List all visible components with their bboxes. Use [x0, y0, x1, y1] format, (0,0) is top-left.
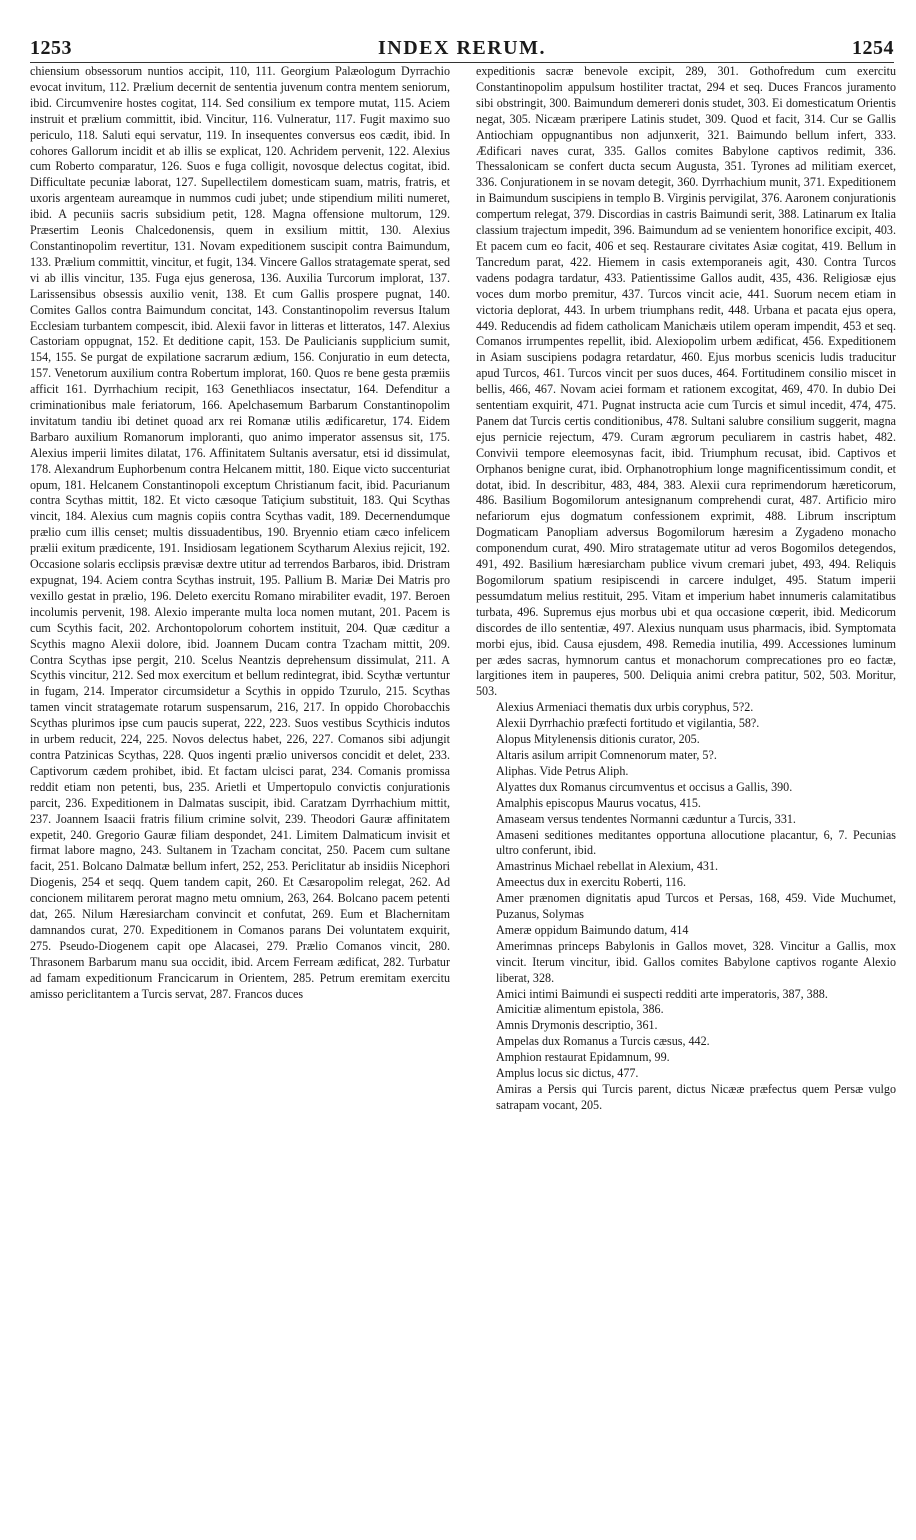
left-column — [30, 64, 450, 1002]
index-entry: Amplus locus sic dictus, 477. — [496, 1066, 639, 1081]
index-entry: Alexii Dyrrhachio præfecti fortitudo et vigilantia, 58?. — [496, 716, 760, 731]
index-entry: Amphion restaurat Epidamnum, 99. — [496, 1050, 670, 1065]
index-entry: Ameræ oppidum Baimundo datum, 414 — [496, 922, 689, 937]
index-entry: Alopus Mitylenensis ditionis curator, 205. — [496, 732, 700, 747]
index-entry: Ampelas dux Romanus a Turcis cæsus, 442. — [496, 1034, 710, 1049]
index-entry: Alexius Armeniaci thematis dux urbis coryphus, 5?2. — [496, 700, 754, 715]
index-columns — [30, 64, 894, 1524]
alexius-entry-text: chiensium obsessorum nuntios accipit, 110, 111. Georgium Palæologum Dyrrachio evocat invitum, 112. Prælium decernit de sententia juvenum contra mentem seniorum, ibid. Circumvenire hostes cogitat, 114. Sed consilium ex tempore mutat, 115. Aciem instruit et prælium committit, ibid. Vincitur, 116. Vulneratur, 117. Fugit maximo suo periculo, 118. Saluti equi servatur, 119. In insequentes conversus eos cædit, ibid. In cohores Gallorum incidit et ab illis se explicat, 120. Achridem pervenit, 122. Alexius cum Roberto comparatur, 126. Suos e fuga colligit, novosque delectus cogitat, ibid. Difficultate pecuniæ laborat, 127. Supellectilem domesticam suam, matris, fratris, et uxoris argenteam aureamque in nummos cudi jubet; unde stipendium militi numeret, ibid. A pecuniis sacris subsidium petit, 128. Magna offensione multorum, 129. Præsertim Leonis Chalcedonensis, quem in exsilium mittit, 130. Alexius Constantinopolim revertitur, 131. Novam expeditionem suscipit contra Baimundum, 133. Prælium committit, vincitur, et fugit, 134. Vincere Gallos stratagemate sperat, sed vi ab illis vincitur, 135. Fuga ejus generosa, 136. Auxilia Turcorum implorat, 137. Larissensibus obsessis auxilio venit, 138. Et cum Gallis prospere pugnat, 140. Comites Gallos contra Baimundum concitat, 143. Constantinopolim reversus Italum Ecclesiam turbantem compescit, ibid. Alexii favor in litteras et litteratos, 147. Alexius Castoriam oppugnat, 152. Et deditione capit, 153. De Paulicianis supplicium sumit, 154, 155. Se purgat de expilatione sacrarum ædium, 156. Conjuratio in eum detecta, 157. Venetorum auxilium contra Robertum implorat, 160. Quos re bene gesta præmiis afficit 161. Dyrrhachium recipit, 163 Genethliacos insectatur, 164. Defenditur a criminationibus male feriatorum, 166. Apelchasemum Barbarum Constantinopolim invitatum tandiu ibi detinet quoad arx rei Romanæ utilis ædificaretur, 174. Eidem Barbaro auxilium Romanorum imploranti, quo animo imperator assensus sit, 175. Alexius imperii limites dilatat, 176. Affinitatem Sultanis aversatur, etsi id dissimulat, 178. Alexandrum Euphorbenum contra Helcanem mittit, 180. Eique victo succenturiat opum, 181. Helcanem Constantinopoli exceptum Christianum facit, ibid. Pacurianum contra Scythas mittit, 182. Et victo cæsoque Tatiçium substituit, 183. Qui Scythas vincit, 184. Alexius cum magnis copiis contra Scythas vadit, 189. Decernendumque prælio cum illis censet; multis dissuadentibus, 190. Bryennio etiam cæco infelicem prælii exitum prædicente, 191. Insidiosam legationem Scytharum Alexius rejicit, 192. Occasione solaris ecclipsis prævisæ dextre utitur ad terrendos Barbaros, ibid. Dristram expugnat, 194. Aciem contra Scythas instruit, 195. Pallium B. Mariæ Dei Matris pro vexillo gestat in prælio, 196. Deleto exercitu Romano mirabiliter evadit, 197. Beroen incolumis pervenit, 198. Alexio imperante multa loca nomen mutant, 201. Pacem is cum Scythis facit, 202. Archontopolorum cohortem instituit, 204. Quæ cæditur a Scythis magno Alexii dolore, ibid. Joannem Ducam contra Tzacham mittit, 209. Contra Scythas ipse pergit, 210. Scelus Neantzis deprehensum dissimulat, 211. A Scythis vincitur, 212. Sed mox exercitum et bellum redintegrat, ibid. Scythæ vertuntur in fugam, 214. Imperator circumsidetur a Scythis in oppido Tzurulo, 215. Scythas tamen vincit stratagemate rotarum suspensarum, 216, 217. In oppido Chorobacchis Scythas plurimos ipse cum paucis superat, 222, 223. Suos vestibus Scythicis indutos in urbem reducit, 224, 225. Novos delectus habet, 226, 227. Comanos sibi adjungit contra Patzinicas Scythas, 228. Quos ingenti prælio universos concidit et delet, 233. Captivorum cædem prohibet, ibid. Et factam ulcisci parat, 234. Comanis promissa reddit etiam non petenti, bus, 235. Arietli et Umpertopulo convictis conjurationis parcit, 236. Expeditionem in Dalmatas suscipit, ibid. Caratzam Dyrrhachium mittit, 237. Joannem Isaacii fratris filium crimine solvit, 239. Theodori Gauræ affinitatem expetit, 240. Gregorio Gauræ filiam despondet, 241. Limitem Dalmaticum invisit et firmat labore magno, 243. Sultanem in Tzacham concitat, 250. Pacem cum sultane facit, 251. Bolcano Dalmatæ bellum infert, 252, 253. Periclitatur ab insidiis Nicephori Diogenis, 254 et seqq. Quem tandem capit, 260. Et Cæsaropolim relegat, 262. Ad concionem militarem perorat magno metu omnium, 263, 264. Bolcano pacem petenti dat, 265. Nilum Hæresiarcham convincit et confutat, 269. Eum et Blachernitam damnandos curat, 270. Expeditionem in Comanos parans Dei voluntatem exquirit, 275. Pseudo-Diogenem capit ope Alacasei, 279. Prælio Comanos vincit, 280. Thrasonem Barbarum manu sua occidit, ibid. Arcem Ferream ædificat, 282. Turbatur ad famam expeditionum Francicarum in Orientem, 285. Petrum eremitam exercitu amisso periclitantem a Turcis servat, 287. Francos duces — [30, 64, 450, 1001]
index-entry: Amici intimi Baimundi ei suspecti redditi arte imperatoris, 387, 388. — [496, 986, 828, 1001]
index-entry: Amastrinus Michael rebellat in Alexium, 431. — [496, 859, 719, 874]
index-entry: Ameectus dux in exercitu Roberti, 116. — [496, 875, 686, 890]
index-entry: Amnis Drymonis descriptio, 361. — [496, 1018, 658, 1033]
right-column — [476, 64, 896, 1114]
index-entry: Amaseam versus tendentes Normanni cæduntur a Turcis, 331. — [496, 811, 796, 826]
alexius-entry-continuation: expeditionis sacræ benevole excipit, 289, 301. Gothofredum cum exercitu Constantinopolim appulsum hostiliter tractat, 294 et seq. Duces Francos juramento sibi obstringit, 300. Baimundum demereri donis studet, 303. Ei domesticatum Orientis negat, 305. Nicæam præripere Latinis studet, 309. Quod et facit, 314. Cur se Gallis Antiochiam oppugnantibus non adjunxerit, 321. Baimundo bellum infert, 333. Ædificari naves curat, 335. Gallos comites Babylone captivos redimit, 336. Thessalonicam se confert ducta secum Augusta, 351. Tyrones ad militiam exercet, 336. Conjurationem in se novam detegit, 360. Dyrrhachium munit, 371. Expeditionem in Baimundum suscipiens in templo B. Virginis pervigilat, 376. Aaronem conjurationis compertum relegat, 379. Discordias in castris Baimundi serit, 388. Latinarum ex Italia classium trajectum impedit, 396. Baimundum ad se venientem honorifice excipit, 403. Et pacem cum eo facit, 406 et seq. Restaurare civitates Asiæ cogitat, 419. Bellum in Tancredum parat, 422. Hiemem in casis extemporaneis agit, 430. Contra Turcos vadens podagra tardatur, 433. Patientissime Gallos audit, 435, 436. Religiosæ ejus voces dum morbo premitur, 437. Turcos vincit acie, 441. Suorum necem etiam in victoria deplorat, 443. In urbem triumphans redit, 448. Urbana et pacata ejus opera, 449. Reducendis ad fidem catholicam Manichæis utilem operam impendit, 453 et seq. Comanos irrumpentes repellit, ibid. Alexiopolim urbem ædificat, 456. Expeditionem in Asiam suscipiens podagra retardatur, 460. Ejus morbus scenicis ludis traducitur apud Turcos, 461. Turcos vincit per suos duces, 464. Fortitudinem consilio miscet in bellis, 466, 467. Novam aciei formam et rationem excogitat, 469, 470. In dubio Dei sententiam exquirit, 471. Pugnat instructa acie cum Turcis et simul incedit, 474, 475. Panem dat Turcis certis conditionibus, 478. Sultani salubre consilium suggerit, magna ejus pernicie rejectum, 479. Curam ægrorum peculiarem in castris habet, 482. Convivii tempore eleemosynas facit, ibid. Triumphum recusat, ibid. Captivos et Orphanos benigne curat, ibid. Orphanotrophium longe magnificentissimum condit, et dotat, ibid. In describitur, 483, 484, 383. Alexii cura reprimendorum hæreticorum, 486. Basilium Bogomilorum antesignanum comprehendi curat, 487. Artificio miro nefariorum ejus dogmatum confessionem exprimit, 488. Librum inscriptum Dogmaticam Panopliam adversus Bogomilorum hæresim a Zygadeno monacho componendum curat, 490. Miro stratagemate utitur ad veros Bogomilos detegendos, 491, 492. Basilium hæresiarcham publice vivum cremari jubet, 493, 494. Reliquis Bogomilorum spatium resipiscendi in carcere indulget, 495. Statum imperii pessumdatum melius restituit, 295. Vitam et imperium habet innumeris calamitatibus turbata, 496. Supremus ejus morbus ubi et qua occasione cœperit, ibid. Medicorum discordes de illo sententiæ, 497. Alexius nunquam usus pharmacis, ibid. Symptomata morbi ejus, ibid. Causa ejusdem, 498. Remedia inutilia, 499. Accessiones luminum per ædes sacras, hymnorum cantus et monachorum comprecationes pro eo factæ, largitiones item in pauperes, 500. Deliquia animi crebra patitur, 502, 503. Moritur, 503. — [476, 64, 896, 699]
page-number-left: 1253 — [30, 37, 72, 59]
index-entry: Amiras a Persis qui Turcis parent, dictus Nicææ præfectus quem Persæ vulgo satrapam vocant, 205. — [496, 1082, 896, 1112]
index-entry: Amicitiæ alimentum epistola, 386. — [496, 1002, 664, 1017]
index-entry: Amalphis episcopus Maurus vocatus, 415. — [496, 795, 701, 810]
index-entry: Altaris asilum arripit Comnenorum mater, 5?. — [496, 747, 717, 762]
page-number-right: 1254 — [852, 37, 894, 59]
index-entry: Amerimnas princeps Babylonis in Gallos movet, 328. Vincitur a Gallis, mox vincit. Iterum vincitur, ibid. Gallos comites Babylone captivos rogante Alexio liberat, 328. — [496, 938, 896, 985]
page-header — [30, 28, 894, 63]
index-entry: Amer prænomen dignitatis apud Turcos et Persas, 168, 459. Vide Muchumet, Puzanus, Solymas — [496, 891, 896, 922]
page-title: INDEX RERUM. — [378, 37, 546, 59]
index-entry: Amaseni seditiones meditantes opportuna allocutione placantur, 6, 7. Pecunias ultro conferunt, ibid. — [496, 827, 896, 858]
index-entry: Aliphas. Vide Petrus Aliph. — [496, 763, 629, 778]
index-entry: Alyattes dux Romanus circumventus et occisus a Gallis, 390. — [496, 779, 793, 794]
